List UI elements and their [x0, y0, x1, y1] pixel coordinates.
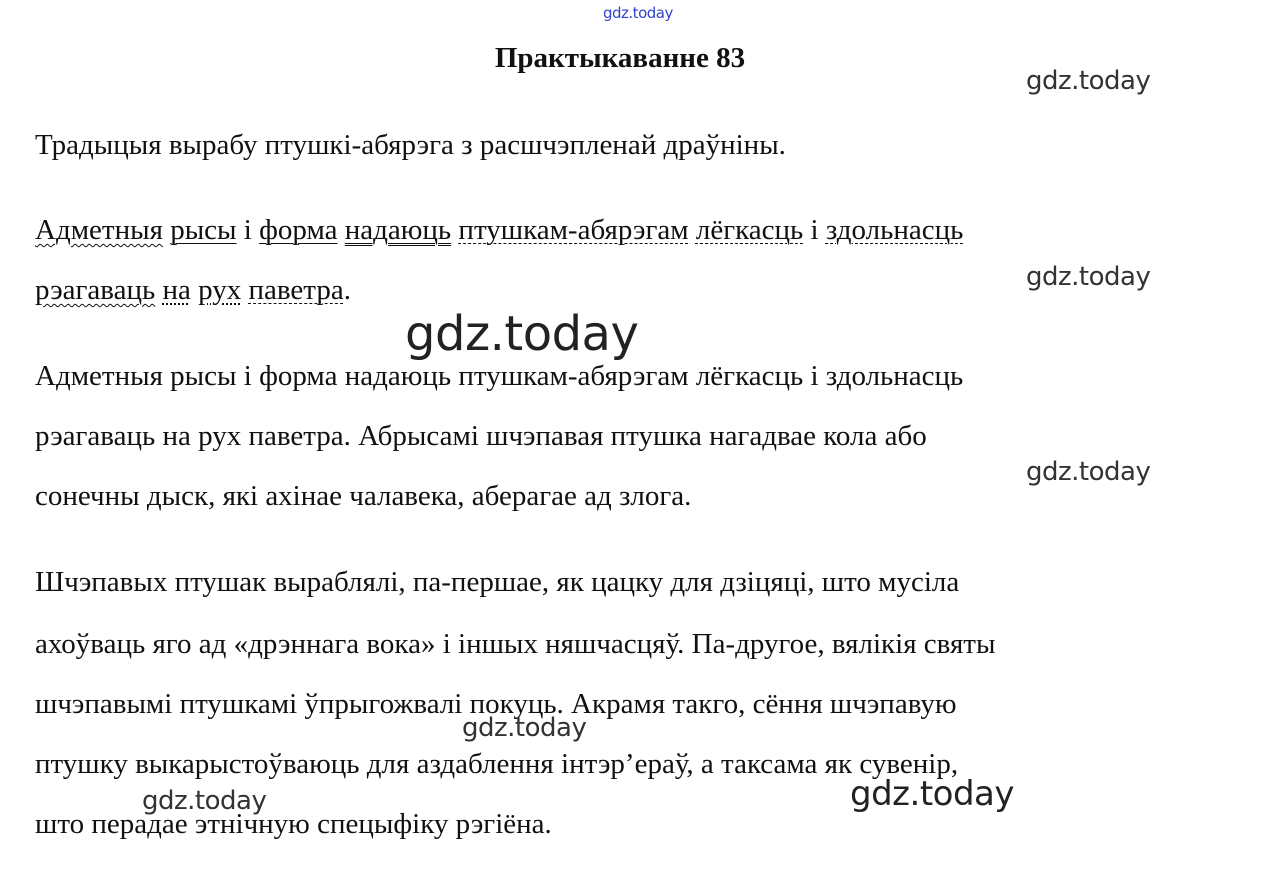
word-attribute: рэагаваць	[35, 274, 156, 306]
word-adjective: Адметныя	[35, 214, 163, 246]
paragraph-1-line-1: Адметныя рысы і форма надаюць птушкам-абярэгам лёгкасць і здольнасць	[35, 360, 964, 392]
word-object: птушкам-абярэгам	[458, 214, 689, 246]
word-predicate: надаюць	[344, 214, 452, 246]
word-subject: форма	[259, 214, 338, 246]
paragraph-2-line-3: шчэпавымі птушкамі ўпрыгожвалі покуць. Акрамя такго, сёння шчэпавую	[35, 688, 957, 720]
word-object: паветра	[248, 274, 344, 306]
word-conjunction: і	[810, 214, 819, 246]
sentence-period: .	[343, 274, 351, 306]
paragraph-2-line-5: што перадае этнічную спецыфіку рэгіёна.	[35, 808, 552, 840]
watermark-right-3: gdz.today	[1026, 457, 1151, 487]
parsed-sentence-line-1	[35, 212, 963, 248]
page-title: Практыкаванне 83	[494, 42, 746, 74]
paragraph-2-line-2: ахоўваць яго ад «дрэннага вока» і іншых няшчасцяў. Па-другое, вялікія святы	[35, 628, 996, 660]
word-preposition: на	[162, 274, 191, 306]
paragraph-1-line-2: рэагаваць на рух паветра. Абрысамі шчэпавая птушка нагадвае кола або	[35, 420, 927, 452]
watermark-right-1: gdz.today	[1026, 66, 1151, 96]
watermark-mid-low: gdz.today	[462, 713, 587, 743]
intro-sentence: Традыцыя вырабу птушкі-абярэга з расшчэпленай драўніны.	[35, 129, 786, 161]
watermark-right-2: gdz.today	[1026, 262, 1151, 292]
watermark-right-low: gdz.today	[850, 774, 1014, 814]
watermark-top: gdz.today	[603, 4, 673, 22]
parsed-sentence-line-2	[35, 272, 351, 308]
watermark-large-center: gdz.today	[405, 306, 639, 362]
watermark-left-low: gdz.today	[142, 786, 267, 816]
word-conjunction: і	[243, 214, 252, 246]
word-subject: рысы	[170, 214, 237, 246]
paragraph-2-line-4: птушку выкарыстоўваюць для аздаблення інтэр’ераў, а таксама як сувенір,	[35, 748, 959, 780]
word-adverbial: рух	[198, 274, 242, 306]
paragraph-1-line-3: сонечны дыск, які ахінае чалавека, аберагае ад злога.	[35, 480, 692, 512]
paragraph-2-line-1: Шчэпавых птушак выраблялі, па-першае, як цацку для дзіцяці, што мусіла	[35, 566, 960, 598]
word-object: лёгкасць	[695, 214, 804, 246]
word-object: здольнасць	[825, 214, 964, 246]
